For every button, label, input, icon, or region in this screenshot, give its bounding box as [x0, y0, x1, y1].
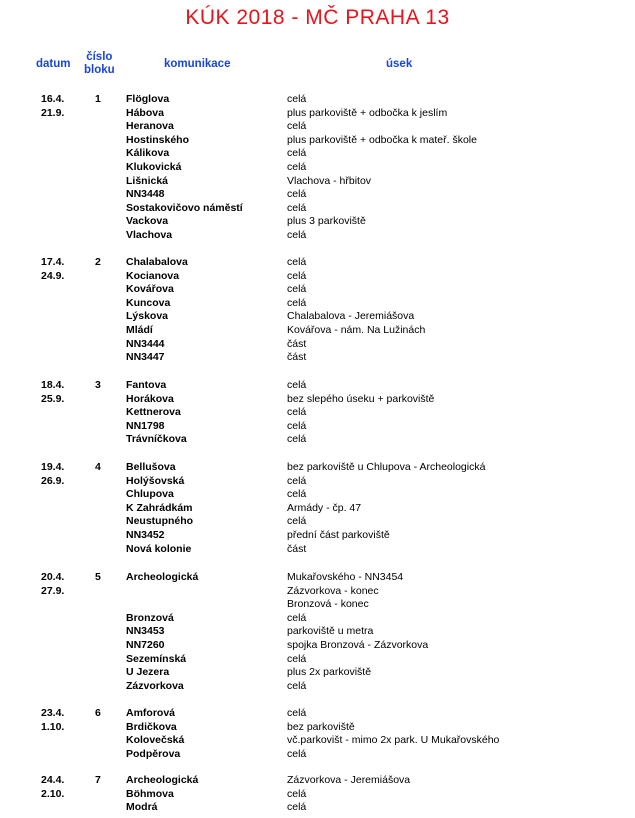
street-name: Nová kolonie	[126, 542, 192, 555]
table-row	[0, 584, 635, 598]
street-name: U Jezera	[126, 666, 170, 679]
block-number: 3	[95, 379, 101, 391]
block-date: 1.10.	[41, 720, 65, 733]
street-section: celá	[287, 801, 307, 814]
table-row	[0, 378, 635, 392]
street-section: část	[287, 337, 307, 350]
street-section: celá	[287, 283, 307, 296]
block-date: 26.9.	[41, 474, 65, 487]
street-name: Lýskova	[126, 310, 169, 323]
street-name: NN1798	[126, 419, 165, 432]
table-row	[0, 720, 635, 734]
street-section: bez parkoviště	[287, 720, 355, 733]
street-section: celá	[287, 161, 307, 173]
street-section: Bronzová - konec	[287, 598, 369, 611]
table-row	[0, 255, 635, 269]
street-section: část	[287, 351, 307, 364]
street-name: Trávníčkova	[126, 433, 187, 446]
street-name: Horákova	[126, 392, 174, 405]
column-header-cislo-line2: bloku	[84, 64, 115, 76]
block-date: 24.9.	[41, 269, 65, 282]
street-section: plus 2x parkoviště	[287, 666, 372, 679]
street-section: celá	[287, 256, 307, 268]
street-name: Chlupova	[126, 488, 174, 501]
street-name: NN3448	[126, 188, 165, 201]
street-name: Vackova	[126, 215, 169, 228]
street-name: NN3452	[126, 529, 165, 541]
table-row	[0, 787, 635, 801]
street-name: Holýšovská	[126, 474, 185, 487]
table-row	[0, 542, 635, 556]
street-section: Kovářova - nám. Na Lužinách	[287, 324, 426, 336]
street-name: Chalabalova	[126, 256, 188, 268]
table-row	[0, 800, 635, 814]
block-date: 25.9.	[41, 392, 65, 405]
street-name: Kovářova	[126, 283, 174, 296]
table-row	[0, 269, 635, 283]
street-name: Bronzová	[126, 611, 174, 624]
street-section: celá	[287, 787, 307, 800]
street-section: celá	[287, 433, 307, 446]
street-name: Modrá	[126, 801, 158, 814]
block-date: 19.4.	[41, 461, 65, 473]
street-section: plus parkoviště + odbočka k mateř. škole	[287, 133, 477, 146]
street-name: NN7260	[126, 639, 165, 651]
street-section: celá	[287, 201, 307, 214]
block-number: 5	[95, 571, 101, 583]
street-name: Brdičkova	[126, 720, 177, 733]
street-section: Vlachova - hřbitov	[287, 174, 372, 187]
street-name: Kuncova	[126, 296, 171, 309]
table-row	[0, 337, 635, 351]
table-row	[0, 323, 635, 337]
page-title: KÚK 2018 - MČ PRAHA 13	[185, 6, 450, 29]
street-section: parkoviště u metra	[287, 625, 374, 638]
table-row	[0, 611, 635, 625]
street-name: Flöglova	[126, 93, 170, 105]
table-row	[0, 679, 635, 693]
block-number: 2	[95, 256, 101, 268]
street-section: celá	[287, 406, 307, 419]
street-name: Fantova	[126, 379, 167, 391]
street-section: celá	[287, 747, 307, 760]
block-number: 6	[95, 707, 101, 719]
block-number: 4	[95, 461, 101, 473]
block-date: 21.9.	[41, 106, 65, 119]
street-section: Mukařovského - NN3454	[287, 571, 404, 583]
street-section: celá	[287, 120, 307, 133]
street-name: Sostakovičovo náměstí	[126, 201, 243, 214]
table-row	[0, 474, 635, 488]
street-section: celá	[287, 419, 307, 432]
street-section: celá	[287, 474, 307, 487]
table-row	[0, 92, 635, 106]
street-name: K Zahrádkám	[126, 501, 193, 514]
block-date: 27.9.	[41, 584, 65, 597]
block-date: 17.4.	[41, 256, 65, 268]
block-date: 16.4.	[41, 93, 65, 105]
table-row	[0, 665, 635, 679]
street-name: Amforová	[126, 707, 176, 719]
table-row	[0, 309, 635, 323]
table-row	[0, 501, 635, 515]
table-row	[0, 652, 635, 666]
street-section: celá	[287, 269, 307, 282]
table-row	[0, 460, 635, 474]
table-row	[0, 214, 635, 228]
table-row	[0, 405, 635, 419]
table-row	[0, 174, 635, 188]
street-name: NN3444	[126, 337, 165, 350]
table-row	[0, 228, 635, 242]
street-section: Zázvorkova - konec	[287, 584, 379, 597]
street-name: Vlachova	[126, 229, 173, 241]
table-row	[0, 706, 635, 720]
street-section: bez slepého úseku + parkoviště	[287, 392, 435, 405]
street-section: přední část parkoviště	[287, 529, 390, 541]
street-section: celá	[287, 93, 307, 105]
table-row	[0, 597, 635, 611]
street-name: Kettnerova	[126, 406, 181, 419]
street-section: celá	[287, 229, 307, 241]
street-name: NN3447	[126, 351, 165, 364]
street-section: bez parkoviště u Chlupova - Archeologická	[287, 461, 486, 473]
street-name: Bellušova	[126, 461, 176, 473]
street-name: Lišnická	[126, 174, 169, 187]
table-row	[0, 570, 635, 584]
table-row	[0, 392, 635, 406]
street-section: vč.parkovišt - mimo 2x park. U Mukařovského	[287, 734, 500, 747]
table-row	[0, 187, 635, 201]
table-row	[0, 733, 635, 747]
street-section: celá	[287, 652, 307, 665]
table-row	[0, 106, 635, 120]
block-number: 1	[95, 93, 101, 105]
street-name: NN3453	[126, 625, 165, 638]
table-row	[0, 296, 635, 310]
table-row	[0, 514, 635, 528]
street-section: Chalabalova - Jeremiášova	[287, 310, 415, 323]
table-row	[0, 160, 635, 174]
block-date: 23.4.	[41, 707, 65, 719]
street-name: Kocianova	[126, 269, 180, 282]
table-row	[0, 350, 635, 364]
street-section: spojka Bronzová - Zázvorkova	[287, 639, 429, 651]
street-name: Hostinského	[126, 133, 190, 146]
street-name: Archeologická	[126, 774, 199, 786]
street-name: Sezemínská	[126, 652, 187, 665]
street-name: Zázvorkova	[126, 679, 184, 692]
street-name: Neustupného	[126, 515, 194, 528]
table-row	[0, 282, 635, 296]
table-row	[0, 747, 635, 761]
block-date: 24.4.	[41, 774, 65, 786]
table-row	[0, 624, 635, 638]
street-name: Kolovečská	[126, 734, 185, 747]
street-name: Böhmova	[126, 787, 174, 800]
table-row	[0, 201, 635, 215]
street-section: Armády - čp. 47	[287, 501, 362, 514]
table-row	[0, 638, 635, 652]
street-section: celá	[287, 296, 307, 309]
column-header-cislo-line1: číslo	[86, 51, 113, 63]
column-header-komunikace: komunikace	[164, 58, 231, 70]
street-section: celá	[287, 188, 307, 201]
table-row	[0, 528, 635, 542]
street-name: Heranova	[126, 120, 174, 133]
street-section: Zázvorkova - Jeremiášova	[287, 774, 411, 786]
street-section: celá	[287, 379, 307, 391]
table-row	[0, 146, 635, 160]
block-date: 2.10.	[41, 787, 65, 800]
street-name: Kálikova	[126, 147, 170, 160]
column-header-datum: datum	[36, 58, 71, 70]
street-section: celá	[287, 707, 307, 719]
table-row	[0, 133, 635, 147]
street-name: Klukovická	[126, 161, 182, 173]
street-section: část	[287, 542, 307, 555]
table-row	[0, 119, 635, 133]
block-date: 18.4.	[41, 379, 65, 391]
street-section: celá	[287, 488, 307, 501]
table-row	[0, 773, 635, 787]
street-section: celá	[287, 679, 307, 692]
street-section: celá	[287, 147, 307, 160]
block-date: 20.4.	[41, 571, 65, 583]
column-header-usek: úsek	[386, 58, 413, 70]
table-row	[0, 487, 635, 501]
street-section: celá	[287, 611, 307, 624]
street-section: plus parkoviště + odbočka k jeslím	[287, 106, 448, 119]
street-name: Archeologická	[126, 571, 199, 583]
street-section: celá	[287, 515, 307, 528]
block-number: 7	[95, 774, 101, 786]
street-section: plus 3 parkoviště	[287, 215, 366, 228]
table-row	[0, 419, 635, 433]
street-name: Hábova	[126, 106, 164, 119]
street-name: Podpěrova	[126, 747, 181, 760]
street-name: Mládí	[126, 324, 153, 336]
table-row	[0, 432, 635, 446]
